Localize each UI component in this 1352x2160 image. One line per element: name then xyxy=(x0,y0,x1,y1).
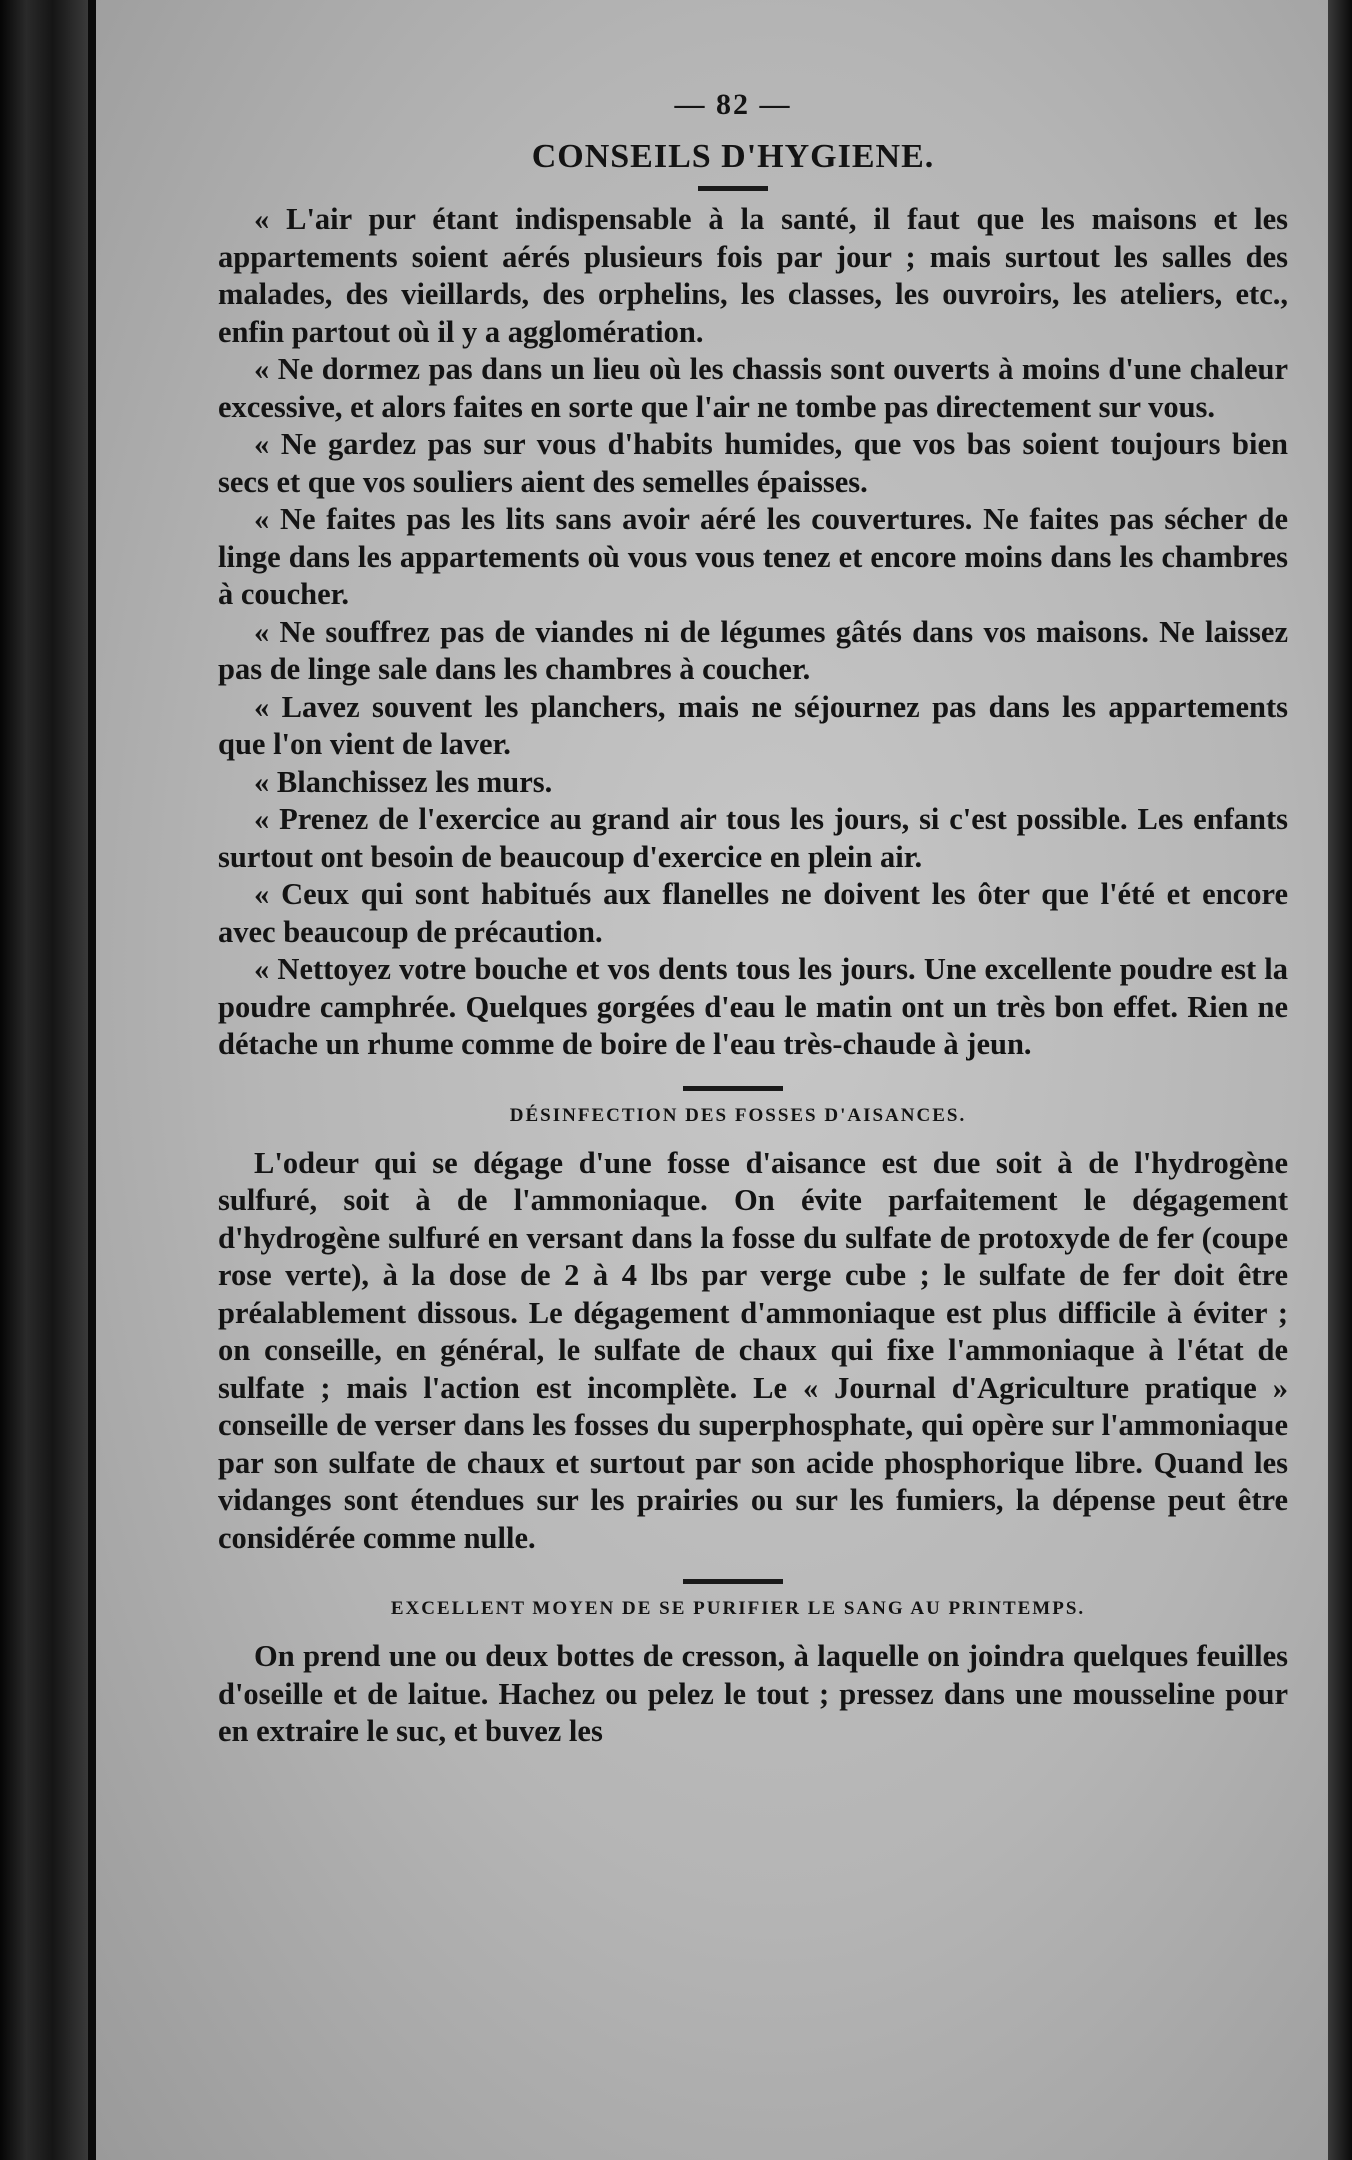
hygiene-paragraph: « Prenez de l'exercice au grand air tous les jours, si c'est possible. Les enfants surtout ont besoin de beaucoup d'exercice en plein air. xyxy=(218,802,1288,874)
disinfection-heading: DÉSINFECTION DES FOSSES D'AISANCES. xyxy=(509,1104,967,1126)
page-right-edge xyxy=(1328,0,1352,2160)
section-divider xyxy=(683,1579,783,1584)
title-divider xyxy=(698,186,768,191)
purify-heading: EXCELLENT MOYEN DE SE PURIFIER LE SANG AU PRINTEMPS. xyxy=(390,1598,1086,1619)
hygiene-paragraph: « Ne souffrez pas de viandes ni de légumes gâtés dans vos maisons. Ne laissez pas de linge sale dans les chambres à coucher. xyxy=(218,614,1288,686)
purify-paragraph: On prend une ou deux bottes de cresson, à laquelle on joindra quelques feuilles d'oseille et de laitue. Hachez ou pelez le tout ; pressez dans une mousseline pour en extraire le suc, et buvez les xyxy=(218,1639,1288,1748)
hygiene-paragraph: « Ne faites pas les lits sans avoir aéré les couvertures. Ne faites pas sécher de linge dans les appartements où vous vous tenez et encore moins dans les chambres à coucher. xyxy=(218,502,1288,611)
hygiene-paragraph: « Lavez souvent les planchers, mais ne séjournez pas dans les appartements que l'on vient de laver. xyxy=(218,689,1288,761)
section-divider xyxy=(683,1086,783,1091)
hygiene-paragraph: « Blanchissez les murs. xyxy=(254,764,553,799)
book-page xyxy=(96,0,1328,2160)
disinfection-paragraph: L'odeur qui se dégage d'une fosse d'aisance est due soit à de l'hydrogène sulfuré, soit à de l'ammoniaque. On évite parfaitement le dégagement d'hydrogène sulfuré en versant dans la fosse du sulfate de protoxyde de fer (coupe rose verte), à la dose de 2 à 4 lbs par verge cube ; le sulfate de fer doit être préalablement dissous. Le dégagement d'ammoniaque est plus difficile à éviter ; on conseille, en général, le sulfate de chaux qui fixe l'ammoniaque à l'état de sulfate ; mais l'action est incomplète. Le « Journal d'Agriculture pratique » conseille de verser dans les fosses du superphosphate, qui opère sur l'ammoniaque par son sulfate de chaux et surtout par son acide phosphorique libre. Quand les vidanges sont étendues sur les prairies ou sur les fumiers, la dépense peut être considérée comme nulle. xyxy=(218,1145,1288,1555)
hygiene-paragraph: « Ne gardez pas sur vous d'habits humides, que vos bas soient toujours bien secs et que vos souliers aient des semelles épaisses. xyxy=(218,427,1288,499)
section-title: CONSEILS D'HYGIENE. xyxy=(531,138,935,175)
hygiene-paragraph: « Nettoyez votre bouche et vos dents tous les jours. Une excellente poudre est la poudre camphrée. Quelques gorgées d'eau le matin ont un très bon effet. Rien ne détache un rhume comme de boire de l'eau très-chaude à jeun. xyxy=(218,952,1288,1061)
page-number: — 82 — xyxy=(674,88,792,121)
hygiene-paragraph: « Ceux qui sont habitués aux flanelles ne doivent les ôter que l'été et encore avec beaucoup de précaution. xyxy=(218,877,1288,949)
hygiene-paragraph: « Ne dormez pas dans un lieu où les chassis sont ouverts à moins d'une chaleur excessive, et alors faites en sorte que l'air ne tombe pas directement sur vous. xyxy=(218,352,1288,424)
book-spine-edge xyxy=(0,0,88,2160)
hygiene-paragraph: « L'air pur étant indispensable à la santé, il faut que les maisons et les appartements soient aérés plusieurs fois par jour ; mais surtout les salles des malades, des vieillards, des orphelins, les classes, les ouvroirs, les ateliers, etc., enfin partout où il y a agglomération. xyxy=(218,202,1288,349)
